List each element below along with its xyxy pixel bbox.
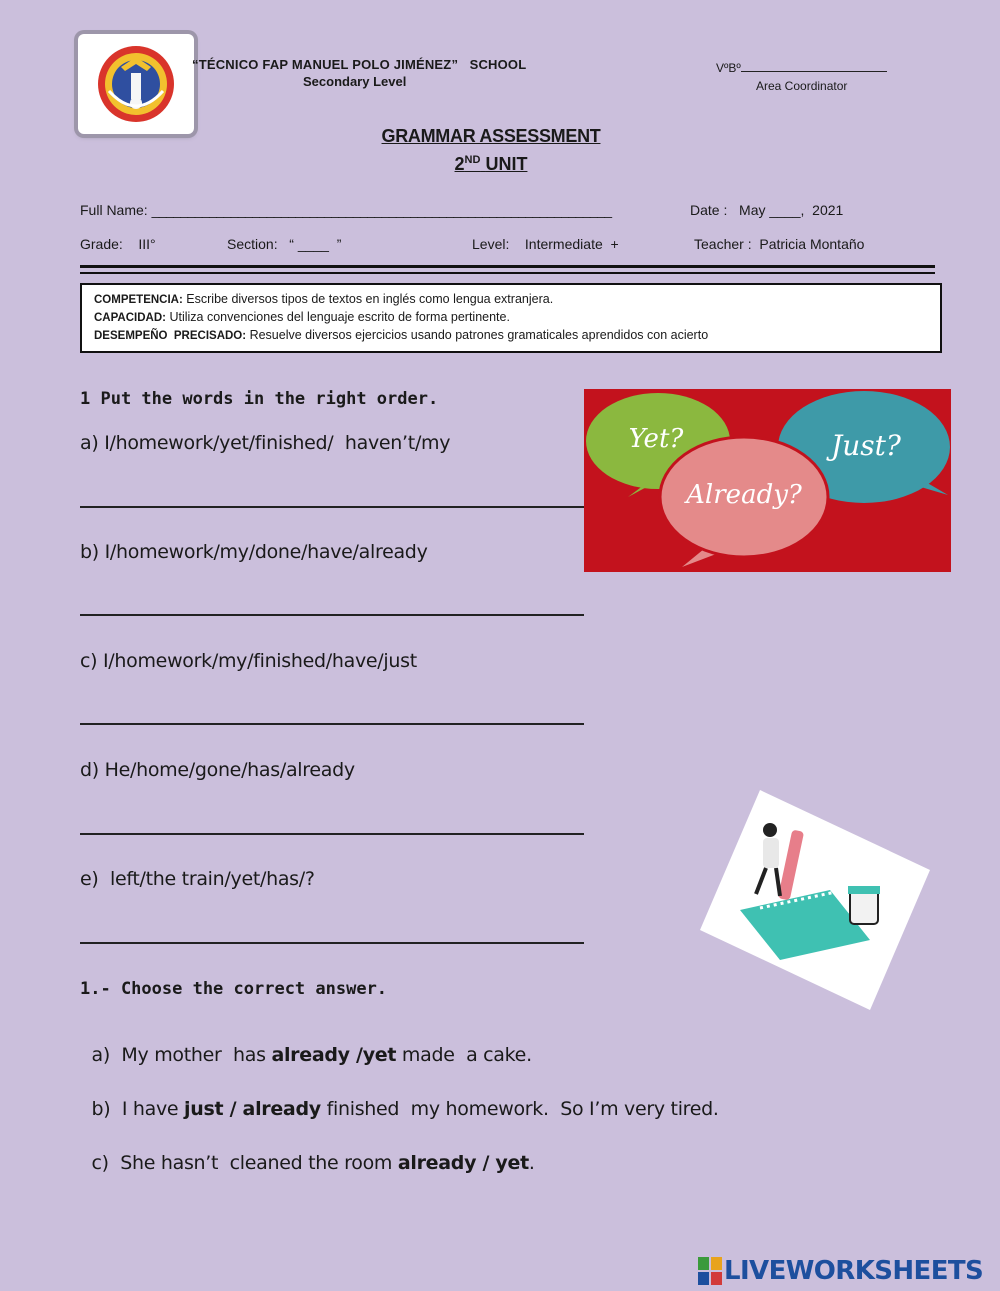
competencies-box — [80, 283, 942, 353]
question-d: d) He/home/gone/has/already — [80, 759, 355, 781]
full-name-label: Full Name: — [80, 202, 148, 218]
full-name-field — [80, 202, 612, 218]
level-value: Intermediate + — [524, 236, 619, 252]
answer-line-a[interactable] — [80, 506, 584, 508]
question-b: b) I/homework/my/done/have/already — [80, 541, 428, 563]
section-value[interactable]: “ ____ ” — [289, 236, 342, 252]
question-c: c) I/homework/my/finished/have/just — [80, 650, 417, 672]
capacidad-label: CAPACIDAD: — [94, 312, 166, 324]
choice-a-post: made a cake. — [396, 1044, 532, 1066]
choice-c-pre: c) She hasn’t cleaned the room — [91, 1152, 398, 1174]
liveworksheets-logo — [698, 1256, 983, 1286]
unit-word: UNIT — [485, 154, 528, 174]
question-e: e) left/the train/yet/has/? — [80, 868, 315, 890]
choice-a-options[interactable]: already /yet — [271, 1044, 397, 1066]
question-a: a) I/homework/yet/finished/ haven’t/my — [80, 432, 451, 454]
answer-line-b[interactable] — [80, 614, 584, 616]
competencia-row — [94, 291, 928, 309]
header-divider — [80, 265, 935, 268]
school-name: “TÉCNICO FAP MANUEL POLO JIMÉNEZ” SCHOOL — [192, 57, 527, 72]
competencia-text: Escribe diversos tipos de textos en inglés como lengua extranjera. — [186, 292, 554, 306]
school-crest-icon — [93, 43, 179, 125]
bubble-yet-text: Yet? — [628, 424, 684, 454]
answer-line-e[interactable] — [80, 942, 584, 944]
unit-title — [0, 154, 982, 175]
choice-a-pre: a) My mother has — [91, 1044, 272, 1066]
capacidad-text: Utiliza convenciones del lenguaje escrito de forma pertinente. — [169, 310, 510, 324]
choice-c-options[interactable]: already / yet — [397, 1152, 529, 1174]
bubble-already-text: Already? — [686, 480, 802, 510]
cup-icon — [850, 890, 878, 924]
grade-value: III° — [138, 236, 156, 252]
header-divider-secondary — [80, 272, 935, 274]
unit-number: 2 — [454, 154, 465, 174]
desempeno-label: DESEMPEÑO PRECISADO: — [94, 330, 247, 342]
choice-c — [80, 1130, 535, 1174]
liveworksheets-icon — [698, 1257, 722, 1285]
choice-b-pre: b) I have — [91, 1098, 185, 1120]
competencia-label: COMPETENCIA: — [94, 294, 183, 306]
choice-c-post: . — [528, 1152, 535, 1174]
full-name-blank[interactable]: ________________________________________________________________ — [151, 202, 612, 218]
choice-a — [80, 1022, 532, 1066]
teacher-field — [694, 236, 864, 252]
choice-b-options[interactable]: just / already — [184, 1098, 321, 1120]
desempeno-row — [94, 327, 928, 345]
answer-line-c[interactable] — [80, 723, 584, 725]
answer-line-d[interactable] — [80, 833, 584, 835]
choice-b-post: finished my homework. So I’m very tired. — [320, 1098, 719, 1120]
section1-heading: 1 Put the words in the right order. — [80, 389, 439, 409]
section-label: Section: — [227, 236, 278, 252]
choice-b — [80, 1076, 719, 1120]
section2-heading: 1.- Choose the correct answer. — [80, 979, 388, 999]
brand-name: LIVEWORKSHEETS — [724, 1256, 984, 1286]
date-field — [690, 202, 843, 218]
person-icon — [763, 823, 777, 837]
vobo-signature — [716, 59, 887, 75]
area-coordinator-label: Area Coordinator — [756, 79, 848, 93]
vobo-signature-line — [741, 59, 887, 72]
school-logo — [78, 34, 194, 134]
date-label: Date : — [690, 202, 728, 218]
date-value[interactable]: May ____, 2021 — [739, 202, 844, 218]
school-level: Secondary Level — [303, 74, 407, 89]
level-field — [472, 236, 619, 252]
grade-field — [80, 236, 156, 252]
section-field — [227, 236, 341, 252]
teacher-label: Teacher : — [694, 236, 752, 252]
bubble-just-text: Just? — [831, 429, 901, 462]
teacher-value: Patricia Montaño — [759, 236, 865, 252]
assessment-title: GRAMMAR ASSESSMENT — [381, 126, 601, 146]
desempeno-text: Resuelve diversos ejercicios usando patrones gramaticales aprendidos con acierto — [249, 328, 709, 342]
vobo-label: VºBº — [716, 61, 741, 75]
speech-bubbles-image — [584, 389, 951, 572]
unit-suffix: ND — [464, 154, 481, 166]
capacidad-row — [94, 309, 928, 327]
study-illustration — [700, 790, 930, 1010]
grade-label: Grade: — [80, 236, 123, 252]
level-label: Level: — [472, 236, 510, 252]
